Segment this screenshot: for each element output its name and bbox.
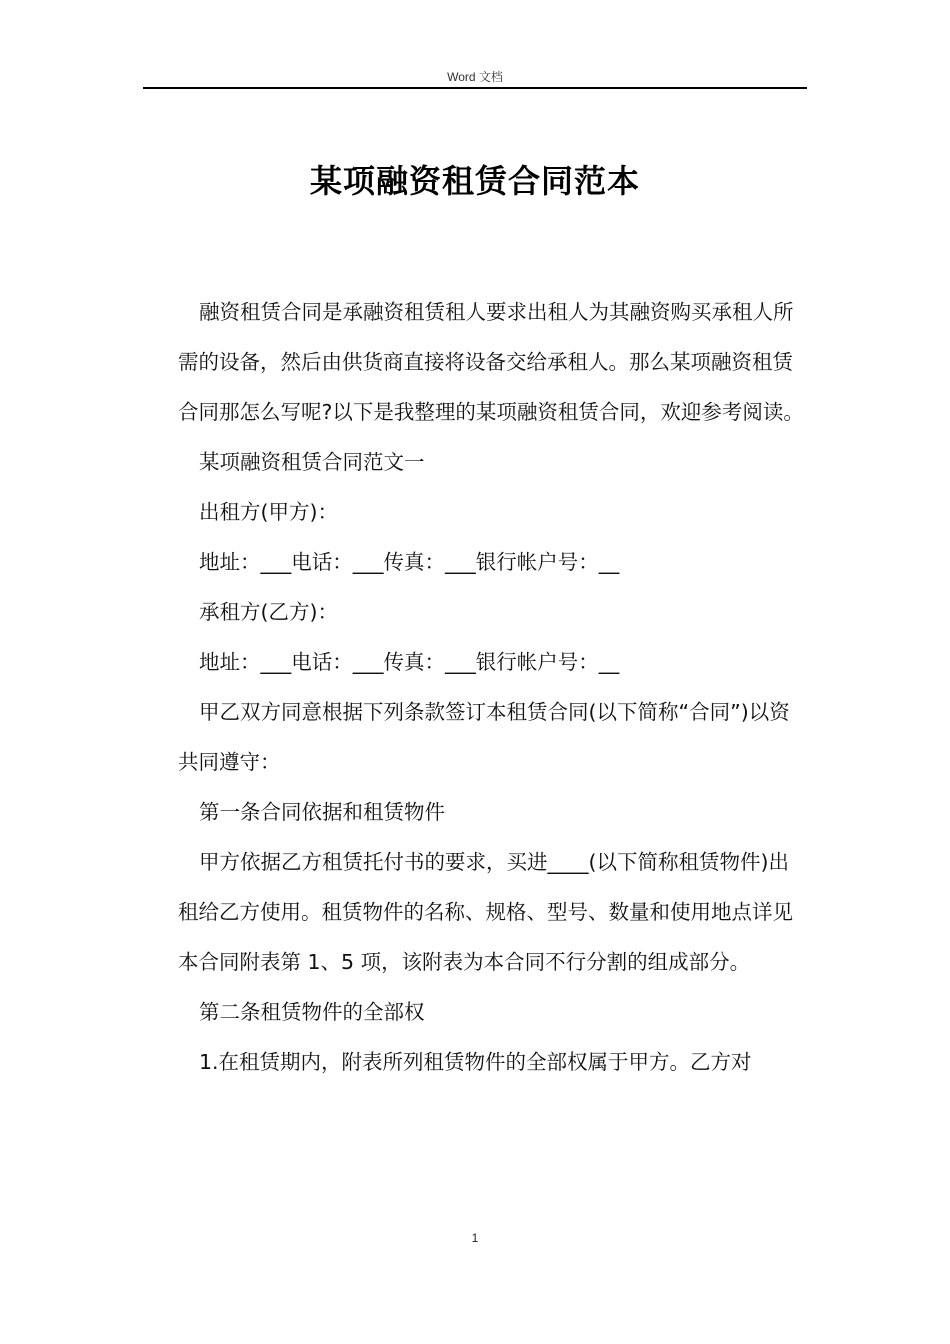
page-number: 1 — [471, 1231, 479, 1245]
document-body — [178, 287, 804, 1087]
paragraph-sample-heading: 某项融资租赁合同范文一 — [199, 450, 425, 474]
paragraph-article-1-heading: 第一条合同依据和租赁物件 — [199, 800, 445, 824]
header-divider — [143, 87, 807, 89]
paragraph-lessee-contact: 地址：___电话：___传真：___银行帐户号：__ — [199, 650, 620, 674]
page-header-label: Word 文档 — [447, 70, 503, 84]
paragraph-agreement: 甲乙双方同意根据下列条款签订本租赁合同(以下简称“合同”)以资共同遵守： — [178, 700, 790, 774]
document-title: 某项融资租赁合同范本 — [309, 162, 640, 200]
paragraph-article-2-item-1: 1.在租赁期内，附表所列租赁物件的全部权属于甲方。乙方对 — [199, 1050, 752, 1074]
paragraph-intro: 融资租赁合同是承融资租赁租人要求出租人为其融资购买承租人所需的设备，然后由供货商直接将设备交给承租人。那么某项融资租赁合同那怎么写呢?以下是我整理的某项融资租赁合同，欢迎参考阅读。 — [178, 300, 804, 424]
paragraph-lessee-label: 承租方(乙方)： — [199, 600, 338, 624]
paragraph-article-2-heading: 第二条租赁物件的全部权 — [199, 1000, 425, 1024]
paragraph-article-1-body: 甲方依据乙方租赁托付书的要求，买进____(以下简称租赁物件)出租给乙方使用。租赁物件的名称、规格、型号、数量和使用地点详见本合同附表第 1、5 项，该附表为本合同不行分割的组成部分。 — [178, 850, 793, 974]
paragraph-lessor-label: 出租方(甲方)： — [199, 500, 338, 524]
paragraph-lessor-contact: 地址：___电话：___传真：___银行帐户号：__ — [199, 550, 620, 574]
